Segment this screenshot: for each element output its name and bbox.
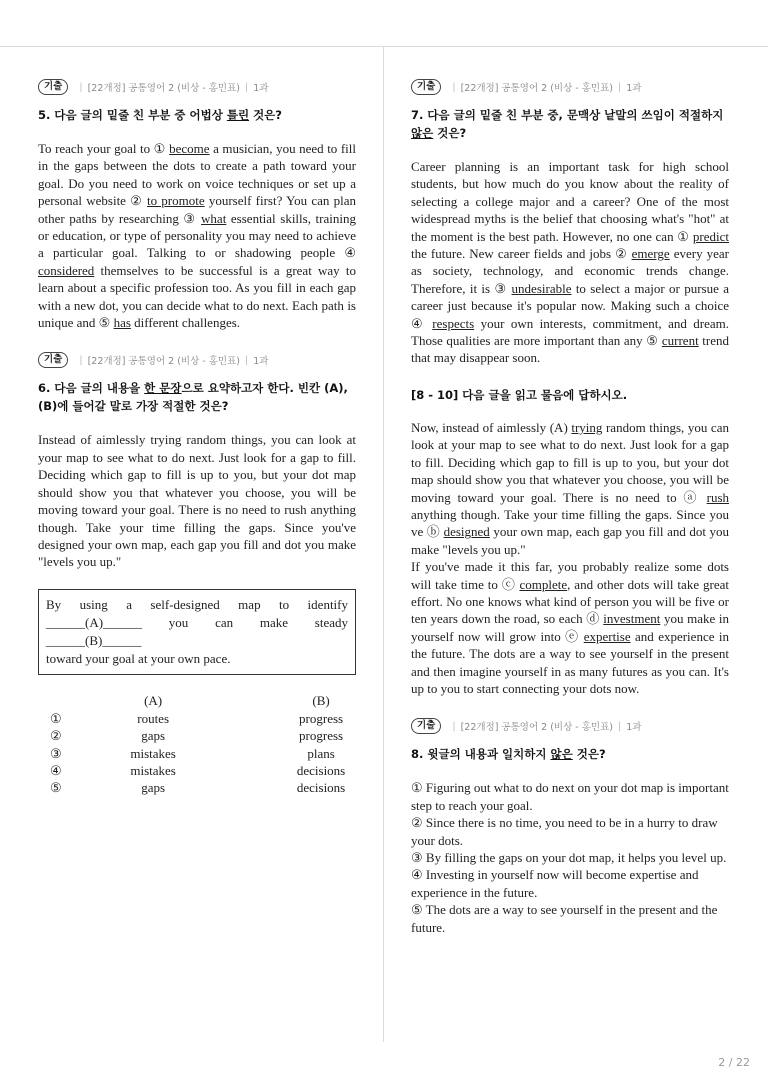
column-divider — [383, 47, 384, 1042]
option-row[interactable]: ⑤ gaps decisions — [50, 780, 346, 796]
question-source-row: 기출 | [22개정] 공통영어 2 (비상 - 홍민표) | 1과 — [411, 78, 729, 96]
top-rule — [0, 46, 768, 47]
question-5-passage: To reach your goal to ① become a musician, you need to fill in the gaps between the dots to create a path toward your goal. Do you need to work on voice techniques or set up a personal website ② to promote yourself first? You can plan other paths by researching ③ what essential skills, training or education, or type of personality you may need to achieve a particular goal. Talking to or shadowing people ④ considered themselves to be successful is a great way to learn about a specific profession too. As you fill in each gap with a new dot, you can decide what to do next. Each path is unique and ⑤ has different challenges. — [38, 141, 357, 331]
option-row[interactable]: ④ mistakes decisions — [50, 762, 346, 778]
summary-box — [38, 589, 356, 675]
answer-choice[interactable]: ① Figuring out what to do next on your dot map is important step to reach your goal. — [411, 780, 729, 813]
lesson-label: 1과 — [626, 722, 642, 734]
page-number: 2 / 22 — [718, 1056, 750, 1069]
answer-choice[interactable]: ⑤ The dots are a way to see yourself in the present and the future. — [411, 902, 718, 935]
source-label: [22개정] 공통영어 2 (비상 - 홍민표) — [460, 83, 613, 94]
question-set-heading: [8 - 10] 다음 글을 읽고 물음에 답하시오. — [411, 387, 628, 402]
lesson-label: 1과 — [253, 356, 269, 368]
source-label: [22개정] 공통영어 2 (비상 - 홍민표) — [87, 356, 240, 368]
past-exam-badge: 기출 — [411, 718, 441, 734]
question-source-row: 기출 | [22개정] 공통영어 2 (비상 - 홍민표) | 1과 — [38, 78, 356, 96]
lesson-label: 1과 — [626, 83, 642, 94]
question-5-title: 5. 다음 글의 밑줄 친 부분 중 어법상 틀린 것은? — [38, 108, 282, 122]
answer-choice[interactable]: ④ Investing in yourself now will become expertise and experience in the future. — [411, 867, 699, 900]
answer-choice[interactable]: ② Since there is no time, you need to be in a hurry to draw your dots. — [411, 815, 718, 848]
summary-line: toward your goal at your own pace. — [46, 650, 231, 666]
past-exam-badge: 기출 — [38, 352, 68, 368]
question-source-row: 기출 | [22개정] 공통영어 2 (비상 - 홍민표) | 1과 — [411, 717, 729, 735]
question-7-passage: Career planning is an important task for high school students, but how much do you know about the reality of selecting a college major and a career? One of the most widespread myths is the belief that choosing what's "hot" at the moment is the best path. However, no one can ① predict the future. New career fields and jobs ② emerge every year as society, technology, and economic trends change. Therefore, it is ③ undesirable to select a major or pursue a career just because it's popular now. Making such a choice ④ respects your own interests, commitment, and dream. Those qualities are more important than any ⑤ current trend that may disappear soon. — [411, 159, 729, 366]
passage-8-10-para-2: If you've made it this far, you probably realize some dots will take time to ⓒ complete, and other dots will take great effort. No one knows what kind of person you will be five or ten years down the road, so each ⓓ investment you make in yourself now will grow into ⓔ expertise and experience in the future. The dots are a way to see yourself in the present and then imagine yourself in as many futures as you can. It's up to you to start connecting your dots now. — [411, 559, 730, 696]
question-source-row: 기출 | [22개정] 공통영어 2 (비상 - 홍민표) | 1과 — [38, 351, 356, 369]
past-exam-badge: 기출 — [38, 79, 68, 95]
past-exam-badge: 기출 — [411, 79, 441, 95]
left-column — [38, 78, 356, 797]
summary-line: ______(A)______ you can make steady ______(B)______ — [46, 614, 348, 648]
question-6-passage: Instead of aimlessly trying random things, you can look at your map to see what to do next. Just look for a gap to fill. Deciding which gap to fill is up to you, but your dot map should show you that whatever you choose, you will be moving toward your goal. There is no need to rush anything though. Take your time filling the gaps. Since you've designed your own map, each gap you fill and dot you make "levels you up." — [38, 432, 356, 570]
options-header: (A) (B) — [144, 693, 330, 709]
option-row[interactable]: ② gaps progress — [50, 728, 344, 744]
option-row[interactable]: ③ mistakes plans — [50, 745, 335, 761]
right-column — [411, 78, 729, 936]
option-row[interactable]: ① routes progress — [50, 710, 344, 726]
source-label: [22개정] 공통영어 2 (비상 - 홍민표) — [87, 83, 240, 94]
passage-8-10-para-1: Now, instead of aimlessly (A) trying random things, you can look at your map to see what to do next. Just look for a gap to fill. Deciding which gap to fill is up to you, but your dot map should show you that whatever you choose, you will be moving toward your goal. There is no need to ⓐ rush anything though. Take your time filling the gaps. Since you ve ⓑ designed your own map, each gap you fill and dot you make "levels you up." — [411, 419, 729, 557]
question-8-title: 8. 윗글의 내용과 일치하지 않은 것은? — [411, 747, 606, 762]
lesson-label: 1과 — [253, 83, 269, 94]
answer-choice[interactable]: ③ By filling the gaps on your dot map, it helps you level up. — [411, 850, 727, 865]
question-6-title: 6. 다음 글의 내용을 한 문장으로 요약하고자 한다. 빈칸 (A), (B)에 들어갈 말로 가장 적절한 것은? — [38, 381, 348, 414]
question-7-title: 7. 다음 글의 밑줄 친 부분 중, 문맥상 낱말의 쓰임이 적절하지 않은 것은? — [411, 108, 724, 140]
answer-options-table — [50, 693, 356, 797]
summary-line: By using a self-designed map to identify — [46, 596, 348, 612]
source-label: [22개정] 공통영어 2 (비상 - 홍민표) — [460, 722, 613, 734]
